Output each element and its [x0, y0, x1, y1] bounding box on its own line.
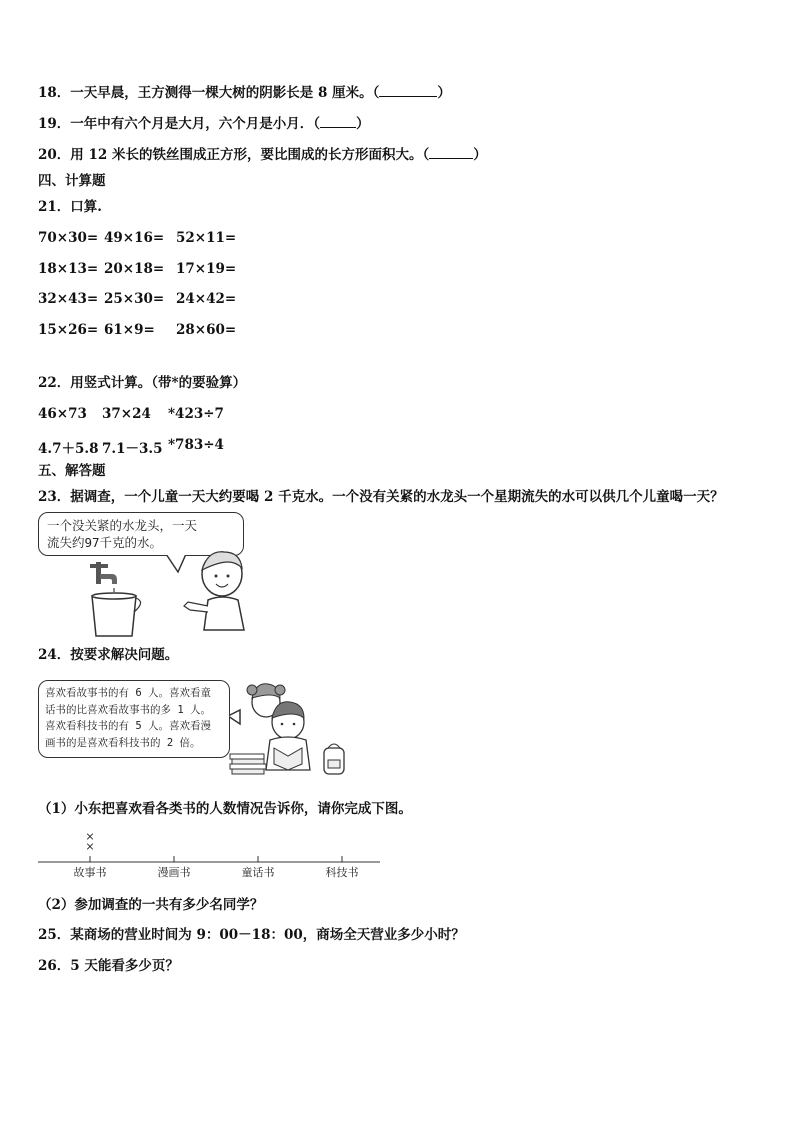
calc-item: 15×26= [38, 321, 99, 338]
question-number: 24． [38, 647, 71, 663]
bubble-text: 喜欢看故事书的有 6 人。喜欢看童 话书的比喜欢看故事书的多 1 人。 喜欢看科技书的有 5 人。喜欢看漫 画书的是喜欢看科技书的 2 倍。 [45, 687, 211, 749]
question-number: 25． [38, 927, 71, 943]
answer-blank[interactable] [320, 114, 356, 128]
bubble-tail [166, 554, 186, 572]
calc-item: 24×42= [176, 291, 237, 307]
chart-category-label: 童话书 [241, 866, 275, 879]
question-text: 按要求解决问题。 [70, 647, 179, 663]
calc-item: 61×9= [104, 321, 155, 338]
question-text: 口算. [70, 199, 102, 215]
chart-category-label: 科技书 [325, 866, 359, 879]
question-23 [38, 488, 724, 506]
bubble-tail [228, 710, 240, 724]
faucet-bucket-illustration [38, 540, 250, 640]
section-title-word-problems: 五、解答题 [38, 463, 106, 479]
calc-item: 32×43= [38, 291, 99, 307]
question-24 [38, 646, 178, 664]
question-number: 21． [38, 199, 71, 215]
speech-bubble-reading-survey [38, 680, 230, 758]
question-number: 18． [38, 85, 71, 101]
calc-item: 4.7＋5.8 [38, 441, 99, 457]
bucket-icon [92, 593, 141, 636]
boy-illustration [184, 552, 244, 630]
calc-item: 20×18= [104, 260, 165, 277]
question-text: 某商场的营业时间为 9：00－18：00，商场全天营业多少小时？ [70, 927, 465, 943]
calc-item: 37×24 [102, 406, 151, 422]
question-text: 5 天能看多少页？ [70, 958, 179, 974]
book-preference-dot-plot [38, 826, 382, 882]
question-text: 一年中有六个月是大月，六个月是小月． [70, 116, 314, 132]
section-title-calculation: 四、计算题 [38, 173, 106, 189]
calc-item: 25×30= [104, 291, 165, 307]
bubble-text: 一个没关紧的水龙头，一天 流失约97千克的水。 [47, 518, 198, 550]
question-text: 一天早晨，王方测得一棵大树的阴影长是 8 厘米。 [70, 85, 373, 101]
chart-mark-x: × [85, 830, 95, 843]
faucet-icon [90, 562, 117, 592]
question-19: 19．一年中有六个月是大月，六个月是小月．（ ） [38, 116, 370, 132]
question-number: 19． [38, 116, 71, 132]
children-reading-illustration [226, 676, 366, 780]
question-22 [38, 374, 246, 392]
calc-item: *423÷7 [168, 406, 224, 422]
calc-item: 70×30= [38, 230, 99, 246]
calc-item: *783÷4 [168, 437, 224, 453]
chart-category-label: 故事书 [73, 866, 107, 879]
chart-mark-x: × [85, 840, 95, 853]
question-21 [38, 198, 102, 216]
answer-blank[interactable] [429, 145, 473, 159]
backpack-icon [324, 744, 344, 774]
calc-item: 17×19= [176, 260, 237, 277]
chart-category-label: 漫画书 [157, 866, 191, 879]
question-24-part-1: （1）小东把喜欢看各类书的人数情况告诉你，请你完成下图。 [38, 801, 412, 817]
question-25 [38, 926, 465, 944]
question-26 [38, 957, 179, 975]
question-number: 22． [38, 375, 71, 391]
question-text: 用 12 米长的铁丝围成正方形，要比围成的长方形面积大。 [70, 147, 423, 163]
question-number: 20． [38, 147, 71, 163]
calc-item: 52×11= [176, 230, 237, 246]
books-stack-icon [230, 754, 266, 774]
question-number: 23． [38, 489, 71, 505]
question-text: 据调查，一个儿童一天大约要喝 2 千克水。一个没有关紧的水龙头一个星期流失的水可以供几个儿童喝一天？ [70, 489, 724, 505]
question-20: 20．用 12 米长的铁丝围成正方形，要比围成的长方形面积大。（ ） [38, 147, 487, 163]
calc-item: 7.1－3.5 [102, 441, 163, 457]
question-number: 26． [38, 958, 71, 974]
question-24-part-2: （2）参加调查的一共有多少名同学？ [38, 897, 264, 913]
calc-item: 46×73 [38, 406, 87, 422]
calc-item: 28×60= [176, 321, 237, 338]
question-text: 用竖式计算。（带*的要验算） [70, 375, 247, 391]
question-18: 18．一天早晨，王方测得一棵大树的阴影长是 8 厘米。（ ） [38, 85, 451, 101]
calc-item: 18×13= [38, 260, 99, 277]
answer-blank[interactable] [379, 83, 437, 97]
calc-item: 49×16= [104, 230, 165, 246]
